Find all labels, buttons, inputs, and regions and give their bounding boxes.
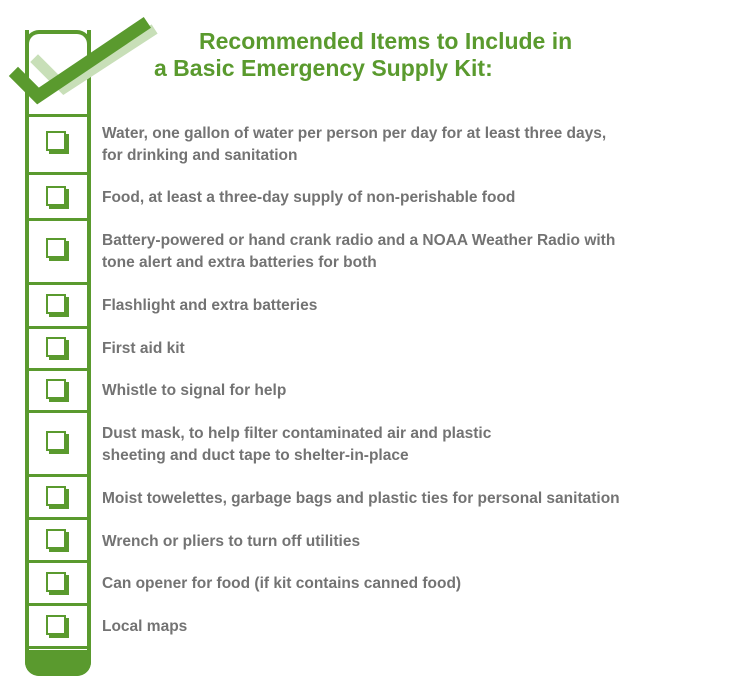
item-can-opener-line-1: Can opener for food (if kit contains canned food) [102,575,462,592]
row-divider [25,172,91,175]
item-local-maps [102,616,702,638]
item-first-aid-line-1: First aid kit [102,340,185,357]
row-divider [25,646,91,649]
row-divider [25,560,91,563]
item-radio-line-2: tone alert and extra batteries for both [102,254,377,271]
row-divider [25,410,91,413]
item-food-line-1: Food, at least a three-day supply of non-perishable food [102,189,516,206]
item-dust-mask-line-1: Dust mask, to help filter contaminated air and plastic [102,425,492,442]
checkbox-flashlight[interactable] [46,294,66,314]
item-towelettes-line-1: Moist towelettes, garbage bags and plastic ties for personal sanitation [102,490,620,507]
row-divider [25,474,91,477]
item-water-line-1: Water, one gallon of water per person per day for at least three days, [102,125,607,142]
row-divider [25,218,91,221]
checkbox-dust-mask[interactable] [46,431,66,451]
item-radio-line-1: Battery-powered or hand crank radio and a NOAA Weather Radio with [102,232,616,249]
item-dust-mask-line-2: sheeting and duct tape to shelter-in-place [102,447,409,464]
row-divider [25,517,91,520]
item-first-aid [102,338,702,360]
page-title-line-1: Recommended Items to Include in [199,28,573,54]
row-divider [25,368,91,371]
item-wrench-line-1: Wrench or pliers to turn off utilities [102,533,361,550]
checkbox-first-aid[interactable] [46,337,66,357]
row-divider [25,603,91,606]
item-whistle [102,380,702,402]
page-title-line-2: a Basic Emergency Supply Kit: [154,55,493,81]
item-towelettes [102,488,702,510]
checkbox-wrench[interactable] [46,529,66,549]
checkbox-whistle[interactable] [46,379,66,399]
checkbox-food[interactable] [46,186,66,206]
checkbox-can-opener[interactable] [46,572,66,592]
checkbox-towelettes[interactable] [46,486,66,506]
row-divider [25,326,91,329]
checklist-column-foot [25,650,91,676]
item-local-maps-line-1: Local maps [102,618,188,635]
row-divider [25,282,91,285]
item-food [102,187,702,209]
item-radio [102,230,702,274]
checkbox-local-maps[interactable] [46,615,66,635]
item-whistle-line-1: Whistle to signal for help [102,382,287,399]
item-water-line-2: for drinking and sanitation [102,147,298,164]
item-flashlight-line-1: Flashlight and extra batteries [102,297,318,314]
item-water [102,123,702,167]
row-divider [25,114,91,117]
checkmark-icon [0,0,160,110]
item-flashlight [102,295,702,317]
checkbox-water[interactable] [46,131,66,151]
item-can-opener [102,573,702,595]
item-wrench [102,531,702,553]
item-dust-mask [102,423,702,467]
checkbox-radio[interactable] [46,238,66,258]
